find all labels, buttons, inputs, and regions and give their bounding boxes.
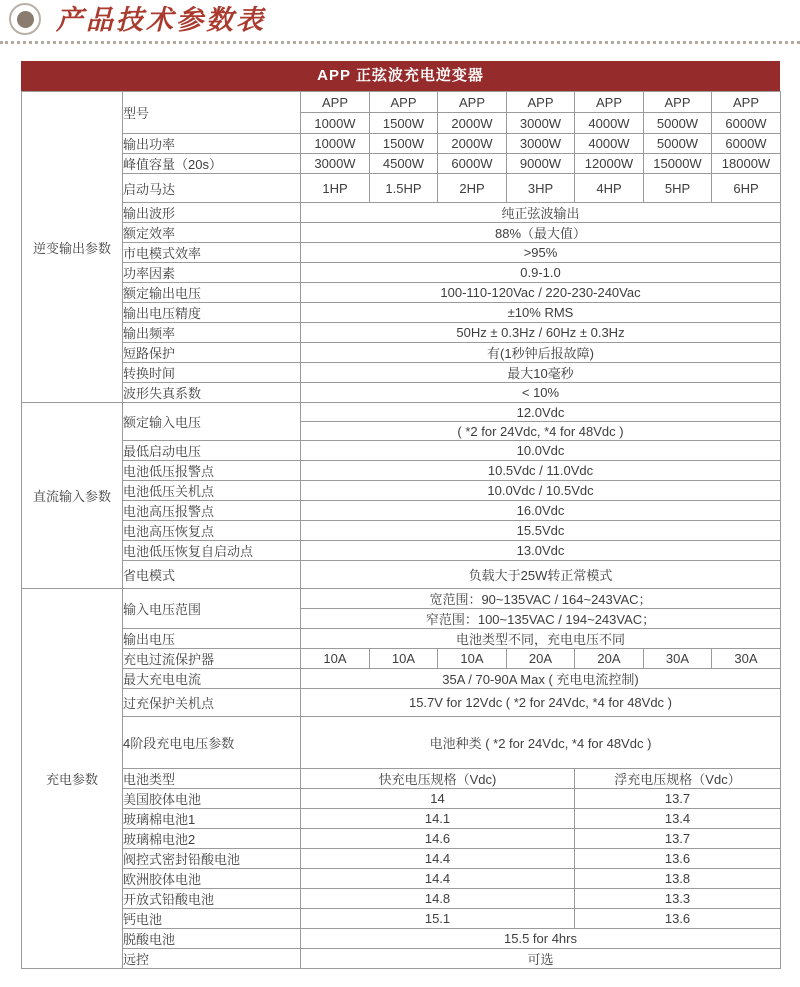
table-row (22, 461, 781, 481)
value-cell: >95% (301, 243, 781, 263)
value-cell: 宽范围：90~135VAC / 164~243VAC； (301, 589, 781, 609)
table-row (22, 323, 781, 343)
row-label: 输出电压 (123, 629, 301, 649)
row-label: 电池低压报警点 (123, 461, 301, 481)
value-cell: 14.8 (301, 889, 575, 909)
spec-table (21, 61, 780, 969)
table-row (22, 689, 781, 717)
value-cell: 18000W (712, 154, 781, 174)
page-header (0, 0, 800, 44)
table-row (22, 303, 781, 323)
value-cell: 0.9-1.0 (301, 263, 781, 283)
value-cell: 15000W (644, 154, 712, 174)
value-cell: 有(1秒钟后报故障) (301, 343, 781, 363)
table-row (22, 223, 781, 243)
value-cell: 30A (644, 649, 712, 669)
value-cell: < 10% (301, 383, 781, 403)
row-label: 最大充电电流 (123, 669, 301, 689)
value-cell: 1HP (301, 174, 370, 203)
row-label: 波形失真系数 (123, 383, 301, 403)
page-title: 产品技术参数表 (56, 5, 266, 35)
table-row (22, 481, 781, 501)
row-label: 充电过流保护器 (123, 649, 301, 669)
row-label: 欧洲胶体电池 (123, 869, 301, 889)
value-cell: 1500W (370, 113, 438, 134)
value-cell: 13.4 (575, 809, 781, 829)
value-cell: 14.1 (301, 809, 575, 829)
value-cell: 3000W (507, 113, 575, 134)
row-label: 输出电压精度 (123, 303, 301, 323)
row-label: 型号 (123, 92, 301, 134)
table-row (22, 809, 781, 829)
row-label: 额定效率 (123, 223, 301, 243)
table-row (22, 174, 781, 203)
row-label: 市电模式效率 (123, 243, 301, 263)
value-cell: 6HP (712, 174, 781, 203)
value-cell: 14.4 (301, 869, 575, 889)
value-cell: 20A (507, 649, 575, 669)
table-row (22, 363, 781, 383)
value-cell: 最大10毫秒 (301, 363, 781, 383)
table-row (22, 501, 781, 521)
value-cell: APP (507, 92, 575, 113)
table-row (22, 154, 781, 174)
value-cell: 15.1 (301, 909, 575, 929)
value-cell: 13.8 (575, 869, 781, 889)
row-label: 玻璃棉电池2 (123, 829, 301, 849)
value-cell: APP (712, 92, 781, 113)
row-label: 峰值容量（20s） (123, 154, 301, 174)
table-row (22, 263, 781, 283)
table-row (22, 909, 781, 929)
value-cell: 2000W (438, 134, 507, 154)
row-label: 过充保护关机点 (123, 689, 301, 717)
value-cell: 6000W (712, 113, 781, 134)
group-label: 逆变输出参数 (22, 92, 123, 403)
bullet-icon (9, 3, 41, 35)
value-cell: 15.7V for 12Vdc ( *2 for 24Vdc, *4 for 48Vdc ) (301, 689, 781, 717)
table-row (22, 649, 781, 669)
table-row (22, 589, 781, 609)
value-cell: 13.7 (575, 789, 781, 809)
table-row (22, 849, 781, 869)
row-label: 脱酸电池 (123, 929, 301, 949)
value-cell: 1000W (301, 113, 370, 134)
value-cell: ( *2 for 24Vdc, *4 for 48Vdc ) (301, 422, 781, 441)
table-row (22, 629, 781, 649)
value-cell: 14.4 (301, 849, 575, 869)
value-cell: APP (301, 92, 370, 113)
value-cell: 3000W (301, 154, 370, 174)
value-cell: 快充电压规格（Vdc) (301, 769, 575, 789)
bullet-dot-icon (17, 11, 34, 28)
value-cell: 12.0Vdc (301, 403, 781, 422)
value-cell: 14 (301, 789, 575, 809)
table-row (22, 203, 781, 223)
table-row (22, 769, 781, 789)
row-label: 电池高压恢复点 (123, 521, 301, 541)
table-row (22, 243, 781, 263)
value-cell: APP (644, 92, 712, 113)
value-cell: 负载大于25W转正常模式 (301, 561, 781, 589)
row-label: 转换时间 (123, 363, 301, 383)
value-cell: 4HP (575, 174, 644, 203)
value-cell: 5000W (644, 113, 712, 134)
row-label: 阀控式密封铅酸电池 (123, 849, 301, 869)
row-label: 输出功率 (123, 134, 301, 154)
value-cell: 20A (575, 649, 644, 669)
table-row (22, 283, 781, 303)
value-cell: 2HP (438, 174, 507, 203)
row-label: 短路保护 (123, 343, 301, 363)
value-cell: 13.3 (575, 889, 781, 909)
row-label: 额定输入电压 (123, 403, 301, 441)
table-row (22, 521, 781, 541)
group-label: 直流输入参数 (22, 403, 123, 589)
table-row (22, 789, 781, 809)
table-row (22, 717, 781, 769)
value-cell: 纯正弦波输出 (301, 203, 781, 223)
value-cell: 6000W (712, 134, 781, 154)
table-row (22, 134, 781, 154)
value-cell: 13.6 (575, 909, 781, 929)
table-row (22, 343, 781, 363)
row-label: 钙电池 (123, 909, 301, 929)
row-label: 电池低压恢复自启动点 (123, 541, 301, 561)
value-cell: 1.5HP (370, 174, 438, 203)
table-row (22, 669, 781, 689)
row-label: 省电模式 (123, 561, 301, 589)
value-cell: APP (438, 92, 507, 113)
value-cell: 13.6 (575, 849, 781, 869)
value-cell: 16.0Vdc (301, 501, 781, 521)
value-cell: 6000W (438, 154, 507, 174)
row-label: 输出频率 (123, 323, 301, 343)
value-cell: 4000W (575, 113, 644, 134)
table-row (22, 869, 781, 889)
table-row (22, 541, 781, 561)
row-label: 开放式铅酸电池 (123, 889, 301, 909)
row-label: 启动马达 (123, 174, 301, 203)
row-label: 电池低压关机点 (123, 481, 301, 501)
value-cell: 10A (301, 649, 370, 669)
value-cell: 3HP (507, 174, 575, 203)
value-cell: 可选 (301, 949, 781, 969)
value-cell: 1500W (370, 134, 438, 154)
value-cell: 12000W (575, 154, 644, 174)
value-cell: 10A (438, 649, 507, 669)
value-cell: 88%（最大值） (301, 223, 781, 243)
value-cell: 14.6 (301, 829, 575, 849)
value-cell: APP (370, 92, 438, 113)
row-label: 玻璃棉电池1 (123, 809, 301, 829)
value-cell: 50Hz ± 0.3Hz / 60Hz ± 0.3Hz (301, 323, 781, 343)
value-cell: APP (575, 92, 644, 113)
row-label: 输入电压范围 (123, 589, 301, 629)
value-cell: 100-110-120Vac / 220-230-240Vac (301, 283, 781, 303)
value-cell: 15.5Vdc (301, 521, 781, 541)
value-cell: 10A (370, 649, 438, 669)
value-cell: 15.5 for 4hrs (301, 929, 781, 949)
row-label: 输出波形 (123, 203, 301, 223)
table-row (22, 889, 781, 909)
table-row (22, 829, 781, 849)
table-row (22, 949, 781, 969)
value-cell: 9000W (507, 154, 575, 174)
table-row (22, 929, 781, 949)
value-cell: 1000W (301, 134, 370, 154)
table-row (22, 383, 781, 403)
value-cell: ±10% RMS (301, 303, 781, 323)
row-label: 最低启动电压 (123, 441, 301, 461)
table-header: APP 正弦波充电逆变器 (21, 61, 780, 91)
spec-grid (21, 91, 781, 969)
value-cell: 4000W (575, 134, 644, 154)
row-label: 远控 (123, 949, 301, 969)
table-row (22, 92, 781, 113)
value-cell: 10.0Vdc (301, 441, 781, 461)
value-cell: 10.0Vdc / 10.5Vdc (301, 481, 781, 501)
value-cell: 浮充电压规格（Vdc） (575, 769, 781, 789)
value-cell: 13.7 (575, 829, 781, 849)
row-label: 4阶段充电电压参数 (123, 717, 301, 769)
table-row (22, 403, 781, 422)
row-label: 美国胶体电池 (123, 789, 301, 809)
value-cell: 电池种类 ( *2 for 24Vdc, *4 for 48Vdc ) (301, 717, 781, 769)
value-cell: 窄范围：100~135VAC / 194~243VAC； (301, 609, 781, 629)
value-cell: 电池类型不同，充电电压不同 (301, 629, 781, 649)
row-label: 功率因素 (123, 263, 301, 283)
row-label: 电池类型 (123, 769, 301, 789)
value-cell: 2000W (438, 113, 507, 134)
value-cell: 13.0Vdc (301, 541, 781, 561)
table-row (22, 441, 781, 461)
table-row (22, 561, 781, 589)
row-label: 电池高压报警点 (123, 501, 301, 521)
value-cell: 35A / 70-90A Max ( 充电电流控制) (301, 669, 781, 689)
dotted-divider (0, 41, 800, 44)
value-cell: 5HP (644, 174, 712, 203)
row-label: 额定输出电压 (123, 283, 301, 303)
value-cell: 5000W (644, 134, 712, 154)
value-cell: 10.5Vdc / 11.0Vdc (301, 461, 781, 481)
value-cell: 30A (712, 649, 781, 669)
value-cell: 4500W (370, 154, 438, 174)
value-cell: 3000W (507, 134, 575, 154)
group-label: 充电参数 (22, 589, 123, 969)
